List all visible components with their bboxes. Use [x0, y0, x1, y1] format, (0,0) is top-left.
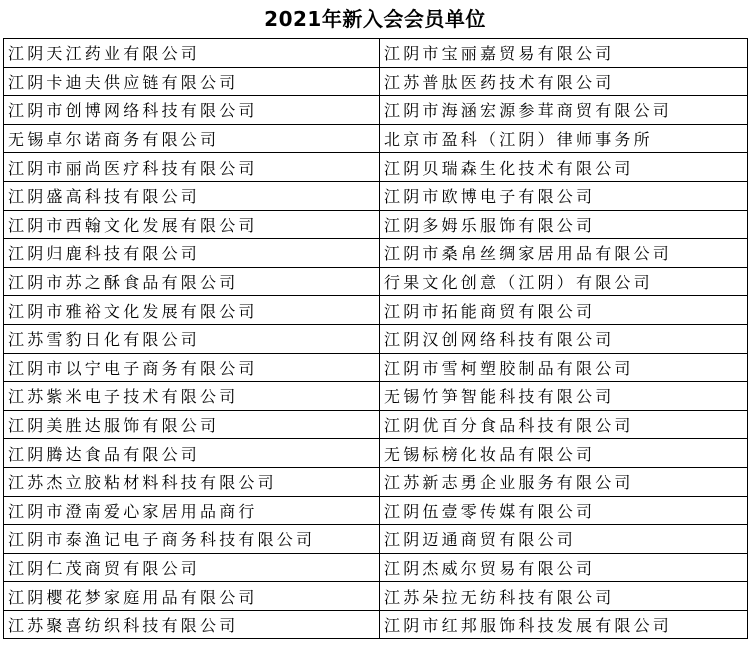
member-name-left: 江阴市泰渔记电子商务科技有限公司	[4, 525, 380, 554]
member-name-right: 江阴市欧博电子有限公司	[380, 181, 748, 210]
table-row	[4, 153, 748, 182]
member-name-left: 江阴樱花梦家庭用品有限公司	[4, 582, 380, 611]
table-row	[4, 496, 748, 525]
table-row	[4, 525, 748, 554]
table-row	[4, 439, 748, 468]
member-name-right: 江阴市宝丽嘉贸易有限公司	[380, 39, 748, 68]
table-row	[4, 610, 748, 639]
member-name-left: 江阴市以宁电子商务有限公司	[4, 353, 380, 382]
member-name-right: 江阴市拓能商贸有限公司	[380, 296, 748, 325]
member-name-right: 无锡竹笋智能科技有限公司	[380, 382, 748, 411]
member-name-left: 江阴腾达食品有限公司	[4, 439, 380, 468]
member-name-right: 江阴贝瑞森生化技术有限公司	[380, 153, 748, 182]
member-name-right: 江阴多姆乐服饰有限公司	[380, 210, 748, 239]
member-name-left: 江阴天江药业有限公司	[4, 39, 380, 68]
table-row	[4, 67, 748, 96]
table-row	[4, 181, 748, 210]
member-name-left: 江阴卡迪夫供应链有限公司	[4, 67, 380, 96]
table-row	[4, 296, 748, 325]
table-row	[4, 324, 748, 353]
member-name-left: 无锡卓尔诺商务有限公司	[4, 124, 380, 153]
member-name-right: 江阴伍壹零传媒有限公司	[380, 496, 748, 525]
member-name-left: 江苏杰立胶粘材料科技有限公司	[4, 467, 380, 496]
member-name-right: 江阴市桑帛丝绸家居用品有限公司	[380, 239, 748, 268]
table-row	[4, 39, 748, 68]
table-row	[4, 382, 748, 411]
member-table	[3, 38, 748, 639]
member-name-right: 江苏新志勇企业服务有限公司	[380, 467, 748, 496]
document-title: 2021年新入会会员单位	[264, 7, 486, 31]
member-name-right: 江阴优百分食品科技有限公司	[380, 410, 748, 439]
member-name-right: 江阴迈通商贸有限公司	[380, 525, 748, 554]
table-row	[4, 210, 748, 239]
member-name-right: 江苏普肽医药技术有限公司	[380, 67, 748, 96]
member-name-left: 江阴美胜达服饰有限公司	[4, 410, 380, 439]
member-name-left: 江阴归鹿科技有限公司	[4, 239, 380, 268]
table-row	[4, 582, 748, 611]
table-row	[4, 553, 748, 582]
table-row	[4, 124, 748, 153]
table-row	[4, 410, 748, 439]
member-name-right: 江阴杰威尔贸易有限公司	[380, 553, 748, 582]
member-name-left: 江苏紫米电子技术有限公司	[4, 382, 380, 411]
member-name-right: 江阴市海涵宏源参茸商贸有限公司	[380, 96, 748, 125]
table-row	[4, 96, 748, 125]
table-row	[4, 239, 748, 268]
member-name-right: 行果文化创意（江阴）有限公司	[380, 267, 748, 296]
member-name-right: 江阴市雪柯塑胶制品有限公司	[380, 353, 748, 382]
table-row	[4, 267, 748, 296]
member-name-left: 江阴市西翰文化发展有限公司	[4, 210, 380, 239]
member-name-right: 江阴汉创网络科技有限公司	[380, 324, 748, 353]
member-name-left: 江阴市澄南爱心家居用品商行	[4, 496, 380, 525]
member-name-left: 江阴盛高科技有限公司	[4, 181, 380, 210]
member-name-left: 江阴市雅裕文化发展有限公司	[4, 296, 380, 325]
member-name-left: 江阴市丽尚医疗科技有限公司	[4, 153, 380, 182]
member-name-right: 北京市盈科（江阴）律师事务所	[380, 124, 748, 153]
member-name-right: 无锡标榜化妆品有限公司	[380, 439, 748, 468]
member-name-right: 江苏朵拉无纺科技有限公司	[380, 582, 748, 611]
member-name-left: 江阴市创博网络科技有限公司	[4, 96, 380, 125]
table-row	[4, 467, 748, 496]
member-name-right: 江阴市红邦服饰科技发展有限公司	[380, 610, 748, 639]
member-name-left: 江苏聚喜纺织科技有限公司	[4, 610, 380, 639]
member-name-left: 江阴市苏之酥食品有限公司	[4, 267, 380, 296]
member-table-body	[4, 39, 748, 639]
member-name-left: 江苏雪豹日化有限公司	[4, 324, 380, 353]
table-row	[4, 353, 748, 382]
member-name-left: 江阴仁茂商贸有限公司	[4, 553, 380, 582]
